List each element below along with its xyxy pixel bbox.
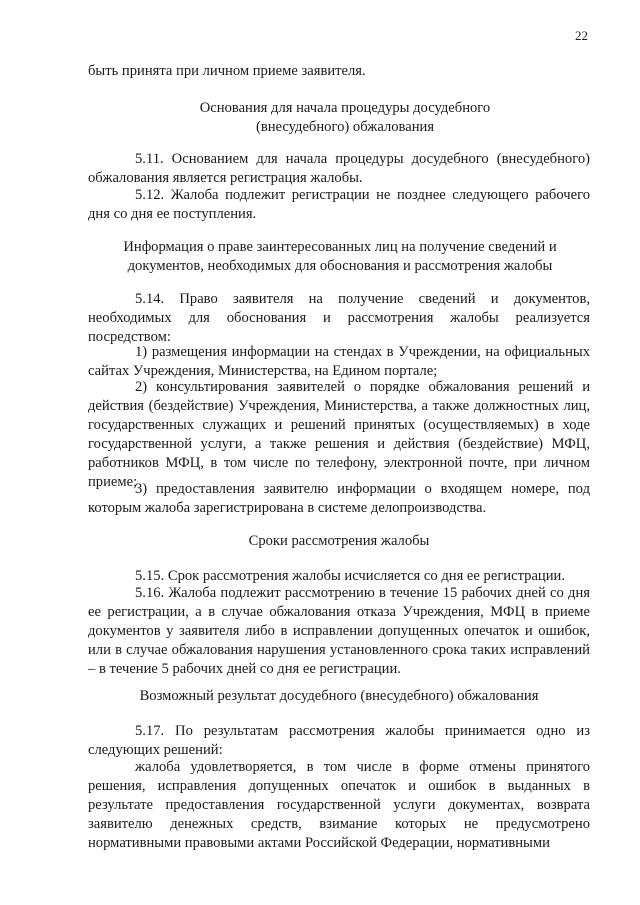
heading-review-terms: Сроки рассмотрения жалобы bbox=[248, 533, 430, 549]
heading-possible-result: Возможный результат досудебного (внесудебного) обжалования bbox=[139, 688, 539, 704]
heading-information-rights: Информация о праве заинтересованных лиц на получение сведений и документов, необходимых для обоснования и рассмотрения жалобы bbox=[123, 239, 557, 274]
list-item-1: 1) размещения информации на стендах в Учреждении, на официальных сайтах Учреждения, Министерства, на Едином портале; bbox=[88, 344, 590, 379]
list-item-3: 3) предоставления заявителю информации о входящем номере, под которым жалоба зарегистрирована в системе делопроизводства. bbox=[88, 481, 590, 516]
paragraph-5-14: 5.14. Право заявителя на получение сведений и документов, необходимых для обоснования и рассмотрения жалобы реализуется посредством: bbox=[88, 291, 590, 345]
paragraph-decision-1: жалоба удовлетворяется, в том числе в форме отмены принятого решения, исправления допущенных опечаток и ошибок в выданных в результате предоставления государственной услуги документах, возврата заявителю денежных средств, взимание которых не предусмотрено нормативными правовыми актами Российской Федерации, нормативными bbox=[88, 759, 590, 851]
page-number: 22 bbox=[575, 28, 588, 43]
intro-text: быть принята при личном приеме заявителя. bbox=[88, 63, 366, 79]
paragraph-5-11: 5.11. Основанием для начала процедуры досудебного (внесудебного) обжалования является регистрация жалобы. bbox=[88, 151, 590, 186]
paragraph-5-16: 5.16. Жалоба подлежит рассмотрению в течение 15 рабочих дней со дня ее регистрации, а в случае обжалования отказа Учреждения, МФЦ в приеме документов у заявителя либо в исправлении допущенных опечаток и ошибок, или в случае обжалования нарушения установленного срока таких исправлений – в течение 5 рабочих дней со дня ее регистрации. bbox=[88, 585, 590, 677]
paragraph-5-12: 5.12. Жалоба подлежит регистрации не позднее следующего рабочего дня со дня ее поступления. bbox=[88, 187, 590, 222]
list-item-2: 2) консультирования заявителей о порядке обжалования решений и действия (бездействие) Учреждения, Министерства, а также должностных лиц, государственных служащих и решений принятых (осуществляемых) в ходе государственной услуги, а также решения и действия (бездействие) МФЦ, работников МФЦ, в том числе по телефону, электронной почте, при личном приеме; bbox=[88, 379, 590, 490]
heading-grounds: Основания для начала процедуры досудебного (внесудебного) обжалования bbox=[199, 100, 491, 135]
paragraph-5-17: 5.17. По результатам рассмотрения жалобы принимается одно из следующих решений: bbox=[88, 723, 590, 758]
paragraph-5-15: 5.15. Срок рассмотрения жалобы исчисляется со дня ее регистрации. bbox=[135, 568, 565, 584]
